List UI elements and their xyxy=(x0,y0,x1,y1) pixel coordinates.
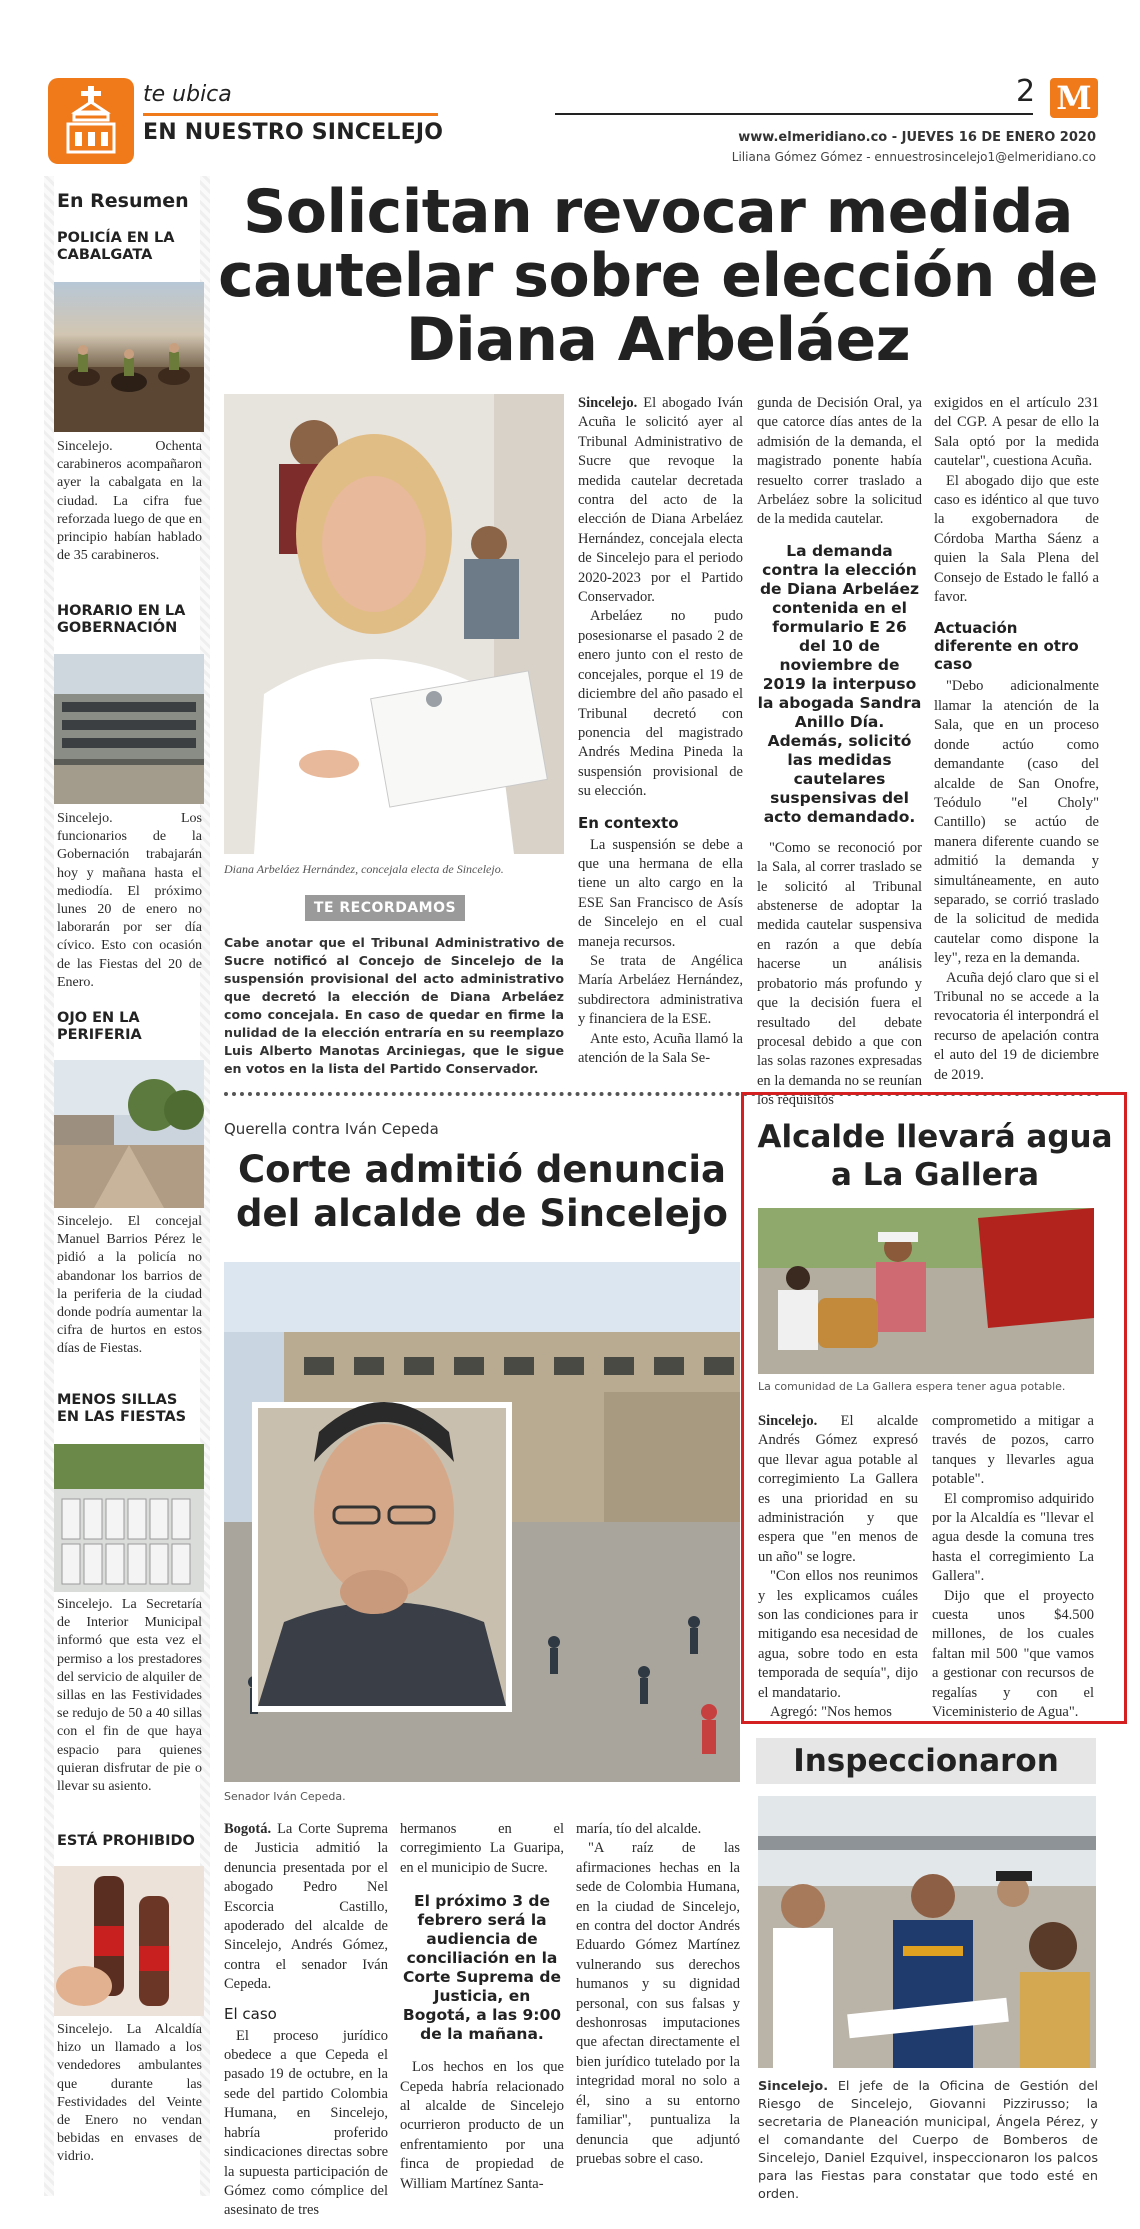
recall-text: Cabe anotar que el Tribunal Administrativo de Sucre notificó al Concejo de Sincelejo de la suspensión provisional del acto administrativo que decretó la elección de Diana Arbeláez como concejala. En caso de quedar en firme la nulidad de la elección entraría en su reemplazo Luis Alberto Manotas Arciniegas, que le sigue en votos en la lista del Partido Conservador. xyxy=(224,935,564,1076)
sidebar-heading-sillas: MENOS SILLAS EN LAS FIESTAS xyxy=(57,1392,187,1425)
logo-letter: M xyxy=(1056,79,1092,117)
second-col1-p2: El proceso jurídico obedece a que Cepeda el pasado 19 de octubre, en la sede del partido Colombia Humana, en Sincelejo, habría proferido sindicaciones directas sobre la supuesta participación de Gómez como cómplice del asesinato de tres xyxy=(224,2027,388,2219)
text-run: El jefe de la Oficina de Gestión del Riesgo de Sincelejo, Giovanni Pizzirusso; la secretaria de Planeación municipal, Ángela Pérez, y el comandante del Cuerpo de Bomberos de Sincelejo, Daniel Ezquivel, inspeccionaron los palcos para las Fiestas para constatar que todo esté en orden. xyxy=(758,2079,1098,2202)
section-small-title: te ubica xyxy=(143,82,232,107)
water-col-1 xyxy=(758,1412,918,1723)
main-col1-p2: Arbeláez no pudo posesionarse el pasado 2 de enero junto con el resto de concejales, porque el 19 de diciembre del año pasado el Tribunal decretó con ponencia del magistrado Andrés Medina Pineda la suspensión provisional de su elección. xyxy=(578,608,743,800)
second-col1-p1 xyxy=(224,1820,388,1995)
main-col1-p5: Ante esto, Acuña llamó la atención de la Sala Se- xyxy=(578,1030,743,1066)
dateline: Sincelejo. xyxy=(758,1413,818,1429)
sidebar-heading-horario: HORARIO EN LA GOBERNACIÓN xyxy=(57,603,186,636)
recall-label: TE RECORDAMOS xyxy=(313,900,457,916)
second-col2-p1: hermanos en el corregimiento La Guaripa, en el municipio de Sucre. xyxy=(400,1821,564,1876)
sidebar-text-policia: Sincelejo. Ochenta carabineros acompañaron ayer la cabalgata en la ciudad. La cifra fue reforzada luego de que en principio habían hablado de 35 carabineros. xyxy=(57,439,202,564)
main-col2-p1: gunda de Decisión Oral, ya que catorce días antes de la admisión de la demanda, el magistrado ponente había resuelto correr traslado a Arbeláez sobre la solicitud de la medida cautelar. xyxy=(757,395,922,528)
second-col-3 xyxy=(576,1820,740,2169)
inspection-headline: Inspeccionaron xyxy=(793,1743,1059,1779)
water-col2-p1: comprometido a mitigar a través de pozos, carro tanques y llevarles agua potable". xyxy=(932,1413,1094,1488)
water-col2-p2: El compromiso adquirido por la Alcaldía es "llevar el agua desde la comuna tres hasta el corregimiento La Gallera". xyxy=(932,1490,1094,1585)
sidebar-heading-periferia: OJO EN LA PERIFERIA xyxy=(57,1010,142,1043)
main-headline: Solicitan revocar medida cautelar sobre elección de Diana Arbeláez xyxy=(218,177,1098,375)
main-col1-p1 xyxy=(578,394,743,607)
main-col-2 xyxy=(757,394,922,1111)
water-col2-p3: Dijo que el proyecto cuesta unos $4.500 millones, de los cuales faltan mil 500 "que vamos a gestionar con recursos de regalías y con el Viceministerio de Agua". xyxy=(932,1587,1094,1721)
text-run: El alcalde Andrés Gómez expresó que llevar agua potable al corregimiento La Gallera es una prioridad en su administración y que espera que "en menos de un año" se logre. xyxy=(758,1413,918,1565)
water-col1-p1 xyxy=(758,1412,918,1567)
sidebar-text-prohibido: Sincelejo. La Alcaldía hizo un llamado a los vendedores ambulantes que durante las Festividades del Veinte de Enero no vendan bebidas en envases de vidrio. xyxy=(57,2022,202,2165)
section-rule xyxy=(143,113,438,116)
publication-logo xyxy=(1050,78,1098,118)
sidebar-photo-sillas xyxy=(54,1444,204,1592)
main-photo xyxy=(224,394,564,854)
second-col1-subhead: El caso xyxy=(224,2004,277,2023)
second-col3-p1: maría, tío del alcalde. xyxy=(576,1821,702,1837)
inspection-text xyxy=(758,2078,1098,2204)
main-col3-p4: Acuña dejó claro que si el Tribunal no se accede a la revocatoria él interpondrá el recurso de apelación contra el auto del 19 de diciembre de 2019. xyxy=(934,969,1099,1083)
main-col3-p3: "Debo adicionalmente llamar la atención de la Sala, que en un proceso donde actúo como demandante (caso del alcalde de San Onofre, Teódulo "el Choly" Cantillo) se actúo de manera diferente cuando se admitió la demanda y simultáneamente, en auto separado, se corrió traslado de la solicitud de medida cautelar como dispone la ley", reza en la demanda. xyxy=(934,678,1099,967)
water-headline: Alcalde llevará agua a La Gallera xyxy=(757,1119,1113,1193)
sidebar-text-periferia: Sincelejo. El concejal Manuel Barrios Pérez le pidió a la policía no abandonar los barrios de la periferia de la ciudad donde podría aumentar la cifra de hurtos en estos días de Fiestas. xyxy=(57,1214,202,1357)
text-run: La Corte Suprema de Justicia admitió la denuncia presentada por el abogado Pedro Nel Escorcia Castillo, apoderado del alcalde de Sincelejo, Andrés Gómez, contra el senador Iván Cepeda. xyxy=(224,1821,388,1993)
dateline: Sincelejo. xyxy=(578,395,638,411)
inspection-photo xyxy=(758,1796,1096,2068)
sidebar-text-sillas: Sincelejo. La Secretaría de Interior Municipal informó que esta vez el permiso a los prestadores del servicio de alquiler de sillas en las Festividades se redujo de 50 a 40 sillas con el fin de que haya espacio para quienes quieran disfrutar de pie o llevar su asiento. xyxy=(57,1597,202,1795)
main-col3-subhead: Actuación diferente en otro caso xyxy=(934,619,1079,674)
sidebar-text-horario: Sincelejo. Los funcionarios de la Gobernación trabajarán hoy y mañana hasta el mediodía. El próximo lunes 20 de enero no laborarán por ser día cívico. Esto con ocasión de las Fiestas del 20 de Enero. xyxy=(57,811,202,990)
main-col-3 xyxy=(934,394,1099,1085)
main-col2-pullquote: La demanda contra la elección de Diana Arbeláez contenida en el formulario E 26 del 10 de noviembre de 2019 la interpuso la abogada Sandra Anillo Día. Además, solicitó las medidas cautelares suspensivas del acto demandado. xyxy=(757,541,922,826)
water-photo xyxy=(758,1208,1094,1374)
site-date: www.elmeridiano.co - JUEVES 16 DE ENERO 2020 xyxy=(738,130,1096,145)
sidebar-photo-periferia xyxy=(54,1060,204,1208)
section-logo xyxy=(48,78,134,164)
main-col1-p3: La suspensión se debe a que una hermana de ella tiene un alto cargo en la ESE San Francisco de Asís de Sincelejo en el cual maneja recursos. xyxy=(578,836,743,950)
text-run: El abogado Iván Acuña le solicitó ayer al Tribunal Administrativo de Sucre que revoque la medida cautelar decretada contra del acto de la elección de Diana Arbeláez Hernández, concejala electa de Sincelejo para el periodo 2020-2023 por el Partido Conservador. xyxy=(578,395,743,606)
dateline: Bogotá. xyxy=(224,1821,272,1837)
section-big-title: EN NUESTRO SINCELEJO xyxy=(143,120,444,145)
recall-badge xyxy=(305,895,465,921)
main-col3-p1: exigidos en el artículo 231 del CGP. A pesar de ello la Sala optó por la medida cautelar", cuestiona Acuña. xyxy=(934,395,1099,470)
header-rule xyxy=(555,113,1033,115)
main-photo-caption: Diana Arbeláez Hernández, concejala electa de Sincelejo. xyxy=(224,862,504,876)
sidebar-heading-policia: POLICÍA EN LA CABALGATA xyxy=(57,230,175,263)
water-photo-caption: La comunidad de La Gallera espera tener agua potable. xyxy=(758,1380,1066,1393)
second-col2-p2: Los hechos en los que Cepeda habría relacionado al alcalde de Sincelejo ocurrieron producto de un enfrentamiento por una finca de propiedad de William Martínez Santa- xyxy=(400,2059,564,2192)
sidebar-photo-botellas xyxy=(54,1866,204,2016)
second-col3-p2: "A raíz de las afirmaciones hechas en la sede de Colombia Humana, en la ciudad de Sincelejo, en contra del doctor Andrés Eduardo Gómez Martínez vulnerando sus derechos humanos y su dignidad personal, con sus falsas y deshonrosas imputaciones que afectan directamente el bien jurídico tutelado por la integridad moral no solo a él, sino a su entorno familiar", puntualiza la denuncia que adjuntó pruebas sobre el caso. xyxy=(576,1840,740,2167)
church-icon xyxy=(48,78,134,164)
water-col-2 xyxy=(932,1412,1094,1723)
dateline: Sincelejo. xyxy=(758,2079,829,2094)
byline: Liliana Gómez Gómez - ennuestrosincelejo1@elmeridiano.co xyxy=(731,150,1096,164)
second-col-1 xyxy=(224,1820,388,2221)
page-number: 2 xyxy=(1016,74,1036,109)
second-photo-caption: Senador Iván Cepeda. xyxy=(224,1790,346,1803)
second-col-2 xyxy=(400,1820,564,2194)
sidebar-photo-cabalgata xyxy=(54,282,204,432)
sidebar-heading-prohibido: ESTÁ PROHIBIDO xyxy=(57,1833,195,1849)
main-col3-p2: El abogado dijo que este caso es idéntico al que tuvo la exgobernadora de Córdoba Martha Sáenz a quien la Sala Plena del Consejo de Estado le falló a favor. xyxy=(934,472,1099,606)
main-col-1 xyxy=(578,394,743,1068)
main-col1-subhead: En contexto xyxy=(578,813,679,832)
second-headline: Corte admitió denuncia del alcalde de Sincelejo xyxy=(236,1148,728,1235)
sidebar-photo-gobernacion xyxy=(54,654,204,804)
main-col1-p4: Se trata de Angélica María Arbeláez Hernández, subdirectora administrativa y financiera de la ESE. xyxy=(578,952,743,1028)
second-photo xyxy=(224,1262,740,1782)
second-col2-pullquote: El próximo 3 de febrero será la audiencia de conciliación en la Corte Suprema de Justicia, en Bogotá, a las 9:00 de la mañana. xyxy=(402,1892,562,2044)
main-col2-p2: "Como se reconoció por la Sala, al correr traslado se le solicitó al Tribunal abstenerse de adoptar la medida cautelar suspensiva en razón a que debía hacerse un análisis probatorio más profundo y que la decisión fuera el resultado del debate procesal debido a que con las solas razones expresadas en la demanda no se reunían los requisitos xyxy=(757,839,922,1109)
sidebar-title: En Resumen xyxy=(57,190,189,212)
water-col1-p3: Agregó: "Nos hemos xyxy=(770,1704,892,1721)
second-kicker: Querella contra Iván Cepeda xyxy=(224,1120,439,1138)
water-col1-p2: "Con ellos nos reunimos y les explicamos cuáles son las condiciones para ir mitigando esa necesidad de agua, sobre todo en esta temporada de sequía", dijo el mandatario. xyxy=(758,1568,918,1701)
